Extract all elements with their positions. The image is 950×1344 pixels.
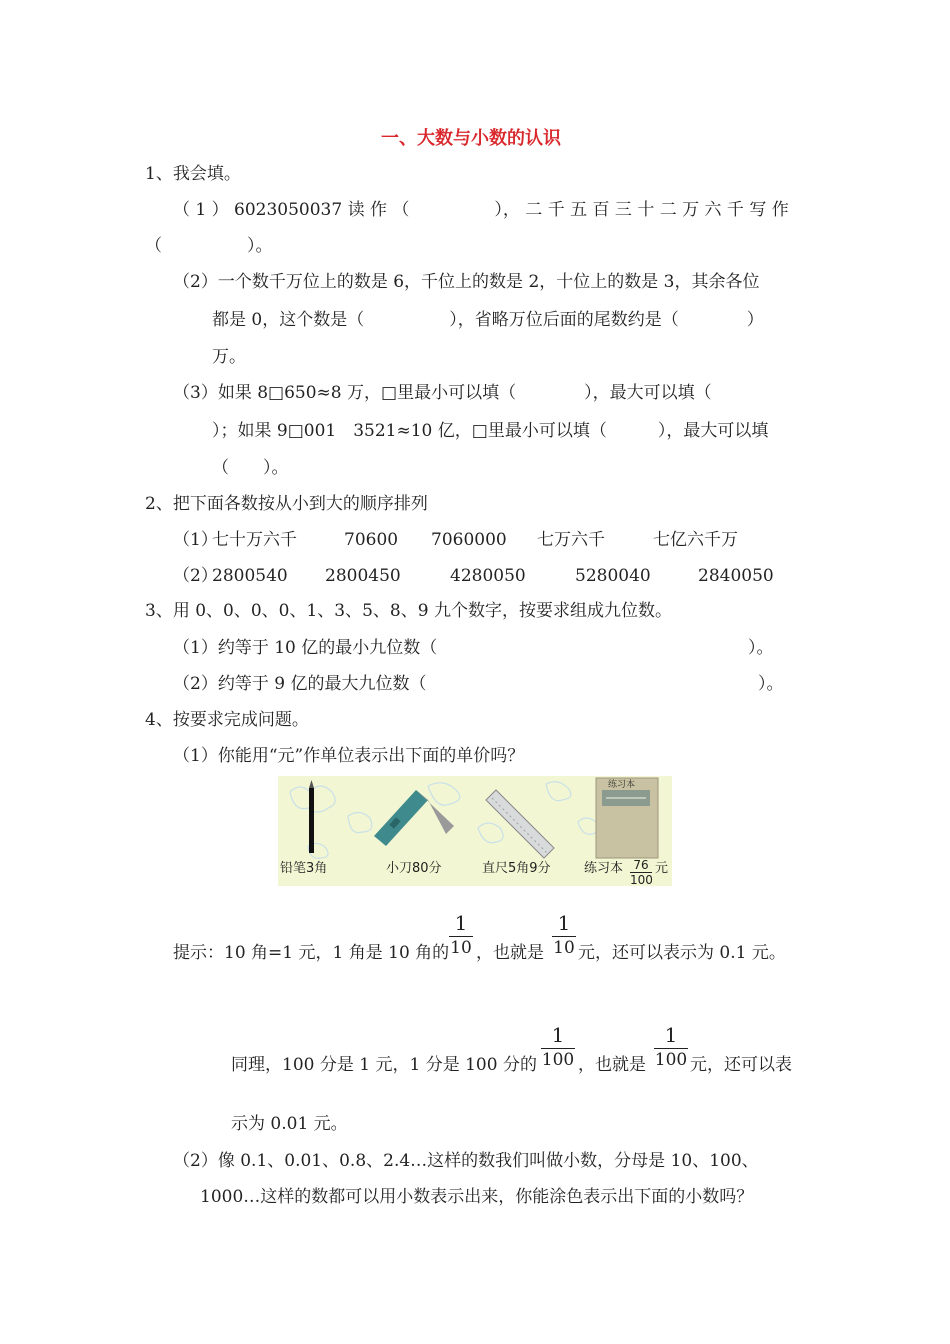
- hint-text-part3: 元，还可以表示为 0.1 元。: [578, 943, 786, 963]
- q4-part1-text: （1）你能用“元”作单位表示出下面的单价吗？: [173, 746, 525, 766]
- same-fraction-2: [654, 1025, 688, 1069]
- hint-text-part2: ，也就是: [476, 943, 544, 963]
- ruler-icon: [486, 790, 554, 858]
- fraction-numerator: 76: [630, 859, 652, 873]
- fraction-denominator: 10: [450, 938, 472, 958]
- fraction-denominator: 10: [553, 938, 575, 958]
- fraction-denominator: 100: [654, 1050, 688, 1070]
- same-text-part2: ，也就是: [578, 1055, 646, 1075]
- q1-part2-line2: 都是 0，这个数是（ ），省略万位后面的尾数约是（ ）: [212, 310, 764, 330]
- same-fraction-1: [541, 1025, 575, 1069]
- q2-row2-label: （2）: [173, 566, 218, 586]
- q1-part3-line2: ）；如果 9□001 3521≈10 亿，□里最小可以填（ ），最大可以填: [212, 421, 769, 441]
- same-text-line2: 示为 0.01 元。: [231, 1114, 348, 1134]
- q3-heading: 3、用 0、0、0、0、1、3、5、8、9 九个数字，按要求组成九位数。: [145, 601, 672, 621]
- same-text-part3: 元，还可以表: [690, 1055, 792, 1075]
- q1-heading: 1、我会填。: [145, 164, 241, 184]
- q2-row1-item: 七亿六千万: [653, 530, 738, 550]
- hint-text-part1: 提示：10 角=1 元，1 角是 10 角的: [173, 943, 450, 963]
- pencil-caption: 铅笔3角: [280, 861, 328, 876]
- q2-row2-item: 2800450: [325, 566, 401, 586]
- q4-part2-line1: （2）像 0.1、0.01、0.8、2.4…这样的数我们叫做小数，分母是 10、100、: [173, 1151, 759, 1171]
- fraction-numerator: 1: [552, 913, 576, 937]
- q2-row2-item: 5280040: [575, 566, 651, 586]
- fraction-numerator: 1: [449, 913, 473, 937]
- q2-row1-item: 70600: [344, 530, 399, 550]
- q2-row1-item: 七十万六千: [212, 530, 297, 550]
- q2-row2-item: 2840050: [698, 566, 774, 586]
- q2-heading: 2、把下面各数按从小到大的顺序排列: [145, 494, 428, 514]
- q1-part2-line3: 万。: [212, 347, 246, 367]
- notebook-price-fraction: [630, 859, 652, 886]
- notebook-caption: 练习本: [584, 861, 624, 876]
- hint-fraction-1: [449, 913, 473, 957]
- q1-part2-line1: （2）一个数千万位上的数是 6，千位上的数是 2，十位上的数是 3，其余各位: [173, 272, 760, 292]
- q4-heading: 4、按要求完成问题。: [145, 710, 309, 730]
- pencil-icon: [309, 780, 314, 853]
- q2-row1-label: （1）: [173, 530, 218, 550]
- page-title: 一、大数与小数的认识: [381, 128, 561, 149]
- q1-part1-line2: （ ）。: [145, 236, 273, 256]
- q2-row2-item: 4280050: [450, 566, 526, 586]
- q4-part2-line2: 1000…这样的数都可以用小数表示出来，你能涂色表示出下面的小数吗？: [200, 1187, 754, 1207]
- notebook-cover-title: 练习本: [608, 780, 636, 790]
- q3-part2-right: ）。: [758, 674, 784, 694]
- same-text-part1: 同理，100 分是 1 元，1 分是 100 分的: [231, 1055, 537, 1075]
- q2-row1-item: 七万六千: [537, 530, 605, 550]
- ruler-caption: 直尺5角9分: [482, 861, 551, 876]
- notebook-unit: 元: [655, 861, 669, 876]
- hint-fraction-2: [552, 913, 576, 957]
- q1-part3-line1: （3）如果 8□650≈8 万，□里最小可以填（ ），最大可以填（: [173, 383, 712, 403]
- fraction-numerator: 1: [654, 1025, 688, 1049]
- knife-icon: [374, 790, 454, 846]
- knife-caption: 小刀80分: [386, 861, 442, 876]
- q1-part1-line1: （ 1 ） 6023050037 读 作 （ ）， 二 千 五 百 三 十 二 万 六 千 写 作: [173, 200, 789, 220]
- q2-row1-item: 7060000: [431, 530, 507, 550]
- q3-part1-right: ）。: [748, 638, 774, 658]
- stationery-price-image: [278, 776, 672, 886]
- q2-row2-item: 2800540: [212, 566, 288, 586]
- q3-part2-left: （2）约等于 9 亿的最大九位数（: [173, 674, 427, 694]
- fraction-denominator: 100: [630, 873, 653, 886]
- notebook-icon: [596, 778, 658, 858]
- q1-part3-line3: （ ）。: [212, 458, 289, 478]
- fraction-numerator: 1: [541, 1025, 575, 1049]
- fraction-denominator: 100: [541, 1050, 575, 1070]
- q3-part1-left: （1）约等于 10 亿的最小九位数（: [173, 638, 438, 658]
